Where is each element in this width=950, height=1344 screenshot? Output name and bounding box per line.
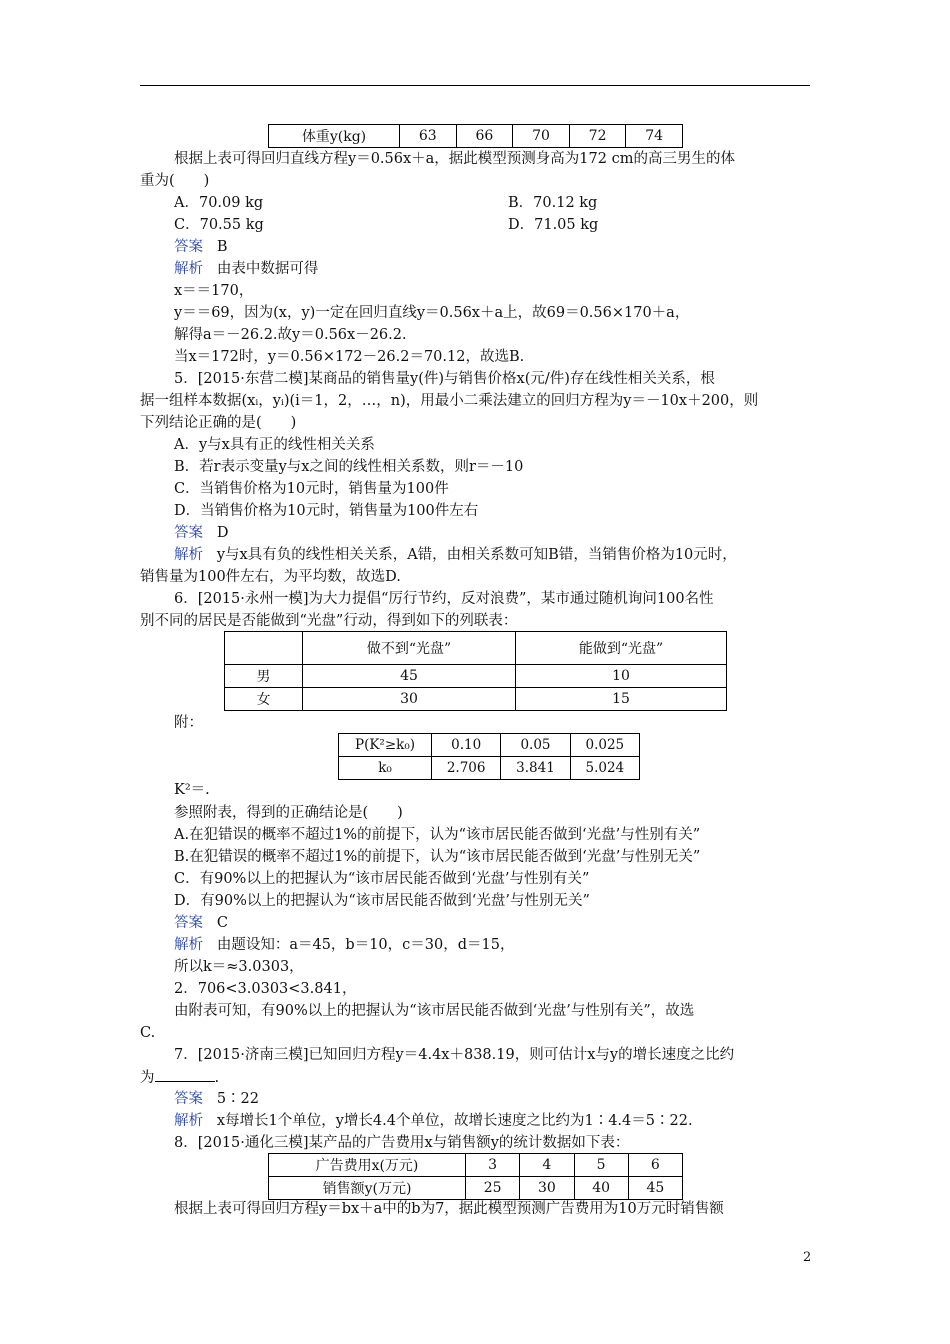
answer-label: 答案 [174, 239, 203, 255]
weight-table [268, 124, 683, 148]
q4-option-d: D．71.05 kg [508, 217, 599, 233]
answer-value: D [216, 525, 229, 541]
q7-stem-end: . [214, 1070, 220, 1086]
table-cell: 15 [516, 688, 727, 711]
table-cell: 40 [574, 1177, 628, 1200]
answer-label: 答案 [174, 525, 203, 541]
q5-option-c: C．当销售价格为10元时，销售量为100件 [174, 481, 449, 497]
table-cell: 5 [574, 1154, 628, 1177]
q7-stem-line [140, 1067, 219, 1088]
table-cell: 0.05 [501, 734, 570, 757]
q6-stem-line: 6．[2015·永州一模]为大力提倡“厉行节约，反对浪费”，某市通过随机询问100名性 [174, 591, 714, 607]
answer-value: 5∶22 [216, 1091, 260, 1107]
table-header-cell: 做不到“光盘” [303, 632, 516, 665]
q5-stem-line: 下列结论正确的是( ) [140, 415, 297, 431]
q5-answer [174, 523, 228, 543]
q6-analysis-line: 由附表可知，有90%以上的把握认为“该市居民能否做到‘光盘’与性别有关”，故选 [174, 1003, 695, 1019]
analysis-label: 解析 [174, 937, 203, 953]
table-cell: 30 [303, 688, 516, 711]
q4-answer [174, 237, 227, 257]
answer-label: 答案 [174, 915, 203, 931]
q4-analysis-line: y＝＝69，因为(x，y)一定在回归直线y＝0.56x＋a上，故69＝0.56×170＋a， [174, 305, 690, 321]
table-cell: 销售额y(万元) [269, 1177, 466, 1200]
answer-value: C [216, 915, 228, 931]
table-cell: k₀ [339, 757, 432, 780]
table-cell: 10 [516, 665, 727, 688]
table-cell: 2.706 [432, 757, 501, 780]
weight-cell: 63 [400, 125, 457, 148]
table-cell: 3.841 [501, 757, 570, 780]
analysis-text: y与x具有负的线性相关关系，A错，由相关系数可知B错，当销售价格为10元时， [216, 547, 737, 563]
weight-cell: 72 [569, 125, 626, 148]
q4-option-c: C．70.55 kg [174, 217, 264, 233]
table-cell: 0.025 [570, 734, 639, 757]
q4-option-a: A．70.09 kg [174, 195, 264, 211]
answer-label: 答案 [174, 1091, 203, 1107]
q4-stem-line: 根据上表可得回归直线方程y＝0.56x＋a，据此模型预测身高为172 cm的高三男生的体 [174, 151, 735, 167]
q4-analysis-line: x＝＝170， [174, 283, 254, 299]
analysis-text: x每增长1个单位，y增长4.4个单位，故增长速度之比约为1∶4.4＝5∶22. [216, 1113, 693, 1129]
critical-value-table [338, 733, 640, 780]
q6-stem-line: 参照附表，得到的正确结论是( ) [174, 805, 403, 821]
q6-analysis-line: 2．706<3.0303<3.841， [174, 981, 357, 997]
appendix-label: 附： [174, 715, 203, 731]
table-cell: 30 [520, 1177, 574, 1200]
formula: K²＝. [174, 782, 210, 798]
table-cell: 男 [225, 665, 303, 688]
q7-analysis [174, 1111, 693, 1131]
analysis-label: 解析 [174, 261, 203, 277]
q4-analysis-line: 解得a＝－26.2.故y＝0.56x－26.2. [174, 327, 407, 343]
q6-answer [174, 913, 228, 933]
table-cell: 3 [466, 1154, 520, 1177]
q5-option-b: B．若r表示变量y与x之间的线性相关系数，则r＝－10 [174, 459, 524, 475]
table-cell: 广告费用x(万元) [269, 1154, 466, 1177]
q6-option-c: C．有90%以上的把握认为“该市居民能否做到‘光盘’与性别有关” [174, 871, 590, 887]
table-cell: 45 [303, 665, 516, 688]
q6-analysis-line: 所以k＝≈3.0303， [174, 959, 304, 975]
table-header-cell [225, 632, 303, 665]
q4-stem-line: 重为( ) [140, 173, 210, 189]
q6-option-b: B.在犯错误的概率不超过1%的前提下，认为“该市居民能否做到‘光盘’与性别无关” [174, 849, 701, 865]
q5-stem-line: 5．[2015·东营二模]某商品的销售量y(件)与销售价格x(元/件)存在线性相关关系，根 [174, 371, 715, 387]
q6-stem-line: 别不同的居民是否能做到“光盘”行动，得到如下的列联表： [140, 613, 518, 629]
table-cell: P(K²≥k₀) [339, 734, 432, 757]
page-number: 2 [803, 1250, 812, 1265]
q8-stem-line: 8．[2015·通化三模]某产品的广告费用x与销售额y的统计数据如下表： [174, 1135, 630, 1151]
table-cell: 45 [628, 1177, 682, 1200]
contingency-table [224, 631, 727, 711]
header-rule [140, 85, 810, 86]
table-cell: 25 [466, 1177, 520, 1200]
table-cell: 5.024 [570, 757, 639, 780]
answer-value: B [216, 239, 228, 255]
q5-stem-line: 据一组样本数据(xᵢ，yᵢ)(i＝1，2，…，n)，用最小二乘法建立的回归方程为y＝－10x＋200，则 [140, 393, 759, 409]
q5-option-a: A．y与x具有正的线性相关关系 [174, 437, 375, 453]
q6-analysis-line: C. [140, 1025, 156, 1041]
analysis-label: 解析 [174, 1113, 203, 1129]
q7-stem-text: 为 [140, 1070, 155, 1086]
q4-option-b: B．70.12 kg [508, 195, 598, 211]
table-cell: 6 [628, 1154, 682, 1177]
table-cell: 女 [225, 688, 303, 711]
answer-blank [155, 1067, 215, 1082]
ad-sales-table [268, 1153, 683, 1200]
table-cell: 4 [520, 1154, 574, 1177]
weight-cell: 74 [626, 125, 683, 148]
q4-analysis [174, 259, 318, 279]
q4-analysis-line: 当x＝172时，y＝0.56×172－26.2＝70.12，故选B. [174, 349, 525, 365]
q7-answer [174, 1089, 259, 1109]
weight-label-cell: 体重y(kg) [269, 125, 400, 148]
q5-analysis-line: 销售量为100件左右，为平均数，故选D. [140, 569, 401, 585]
table-header-cell: 能做到“光盘” [516, 632, 727, 665]
q8-stem-line: 根据上表可得回归方程y＝bx＋a中的b为7，据此模型预测广告费用为10万元时销售额 [174, 1201, 724, 1217]
weight-cell: 70 [513, 125, 570, 148]
analysis-text: 由题设知：a＝45，b＝10，c＝30，d＝15， [216, 937, 515, 953]
q5-analysis [174, 545, 737, 565]
weight-cell: 66 [456, 125, 513, 148]
analysis-text: 由表中数据可得 [216, 261, 319, 277]
q5-option-d: D．当销售价格为10元时，销售量为100件左右 [174, 503, 479, 519]
table-cell: 0.10 [432, 734, 501, 757]
q7-stem-line: 7．[2015·济南三模]已知回归方程y＝4.4x＋838.19，则可估计x与y的增长速度之比约 [174, 1047, 735, 1063]
analysis-label: 解析 [174, 547, 203, 563]
q6-option-a: A.在犯错误的概率不超过1%的前提下，认为“该市居民能否做到‘光盘’与性别有关” [174, 827, 701, 843]
q6-analysis [174, 935, 514, 955]
q6-option-d: D．有90%以上的把握认为“该市居民能否做到‘光盘’与性别无关” [174, 893, 590, 909]
